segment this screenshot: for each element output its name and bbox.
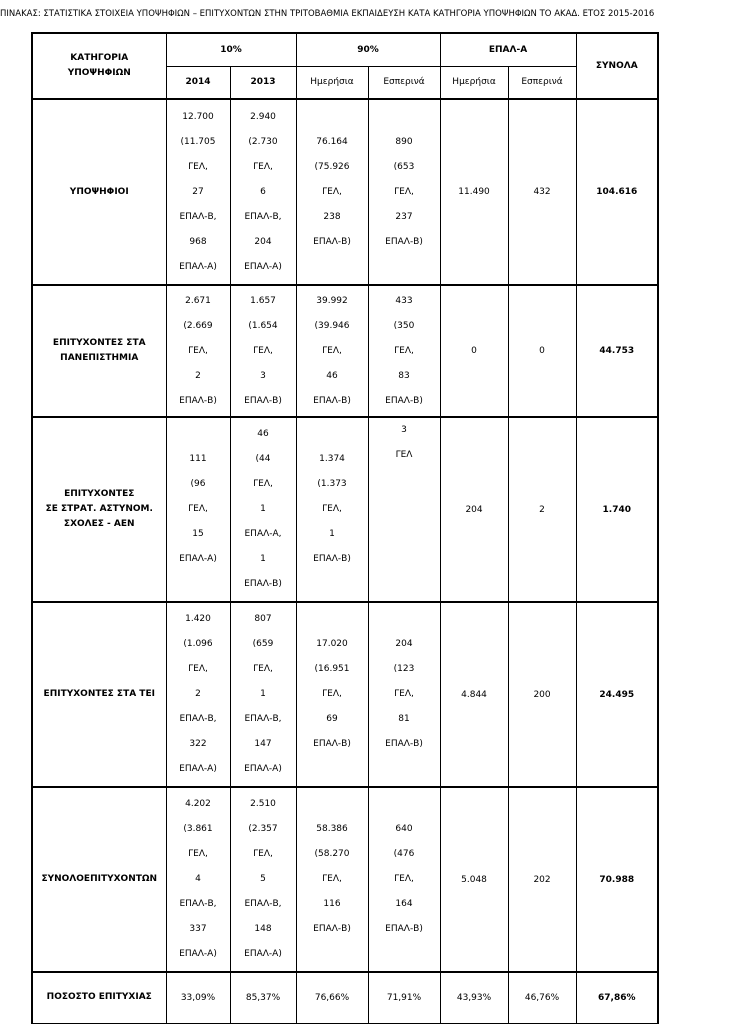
cell-line: ΕΠΑΛ-Β, (244, 899, 282, 909)
cell-line: (476 (393, 849, 415, 859)
table-row (32, 602, 658, 787)
header-day-90: Ημερήσια (296, 66, 368, 99)
cell-day-epal: 4.844 (440, 602, 508, 787)
cell-line: 83 (398, 370, 410, 381)
row-category-line: ΥΠΟΨΗΦΙΟΙ (69, 186, 129, 197)
cell-total: 1.740 (576, 417, 658, 602)
cell-line: 204 (254, 236, 272, 247)
row-category-line: ΣΧΟΛΕΣ - ΑΕΝ (63, 519, 135, 529)
cell-2013 (230, 99, 296, 285)
cell-line: 3 (401, 425, 407, 435)
cell-line: (1.096 (183, 639, 213, 649)
cell-line: ΓΕΛ, (188, 664, 208, 674)
cell-line: 6 (260, 186, 266, 197)
cell-line: ΓΕΛ, (322, 345, 342, 356)
cell-line: 58.386 (316, 824, 348, 834)
cell-night-epal: 0 (508, 285, 576, 417)
rate-night-90: 71,91% (368, 972, 440, 1023)
cell-line: 1 (260, 504, 266, 514)
row-category-line: ΣΕ ΣΤΡΑΤ. ΑΣΤΥΝΟΜ. (45, 504, 153, 514)
cell-line: ΕΠΑΛ-Α) (179, 764, 217, 774)
cell-line: 164 (395, 899, 413, 909)
rate-night-epal: 46,76% (508, 972, 576, 1023)
row-category-line: ΕΠΙΤΥΧΟΝΤΕΣ ΣΤΑ ΤΕΙ (43, 689, 155, 699)
rate-day-90: 76,66% (296, 972, 368, 1023)
cell-line: ΓΕΛ, (188, 504, 208, 514)
cell-line: 807 (254, 614, 272, 624)
cell-line: 27 (192, 186, 204, 197)
cell-2014 (166, 417, 230, 602)
cell-line: 15 (192, 529, 204, 539)
cell-line: 204 (395, 639, 413, 649)
cell-line: ΓΕΛ, (394, 345, 414, 356)
cell-line: 640 (395, 824, 413, 834)
cell-line: (39.946 (314, 320, 350, 331)
cell-line: ΓΕΛ, (253, 345, 273, 356)
cell-total: 104.616 (576, 99, 658, 285)
cell-day-epal: 5.048 (440, 787, 508, 972)
cell-line: 2 (195, 370, 201, 381)
table-row (32, 417, 658, 602)
cell-line: ΓΕΛ, (253, 664, 273, 674)
cell-line: 890 (395, 136, 413, 147)
cell-line: 2.940 (250, 111, 276, 122)
cell-line: ΕΠΑΛ-Β, (179, 899, 217, 909)
cell-line: 968 (189, 236, 207, 247)
cell-day-90 (296, 99, 368, 285)
cell-day-epal: 204 (440, 417, 508, 602)
cell-line: ΕΠΑΛ-Β) (385, 739, 423, 749)
row-category (32, 417, 166, 602)
cell-line: 46 (257, 429, 269, 439)
cell-line: 76.164 (316, 136, 348, 147)
cell-total: 70.988 (576, 787, 658, 972)
header-day-epal: Ημερήσια (440, 66, 508, 99)
cell-line: 2.510 (250, 799, 276, 809)
cell-line: ΓΕΛ, (188, 849, 208, 859)
cell-total: 44.753 (576, 285, 658, 417)
cell-line: 116 (323, 899, 341, 909)
cell-night-90 (368, 417, 440, 602)
cell-line: ΓΕΛ, (322, 874, 342, 884)
success-rate-row (32, 972, 658, 1023)
cell-line: 2.671 (185, 295, 211, 306)
header-group-90: 90% (296, 33, 440, 66)
cell-line: ΕΠΑΛ-Α) (244, 949, 282, 959)
cell-line: 337 (189, 924, 207, 934)
cell-line: (659 (252, 639, 274, 649)
cell-line: 4.202 (185, 799, 211, 809)
cell-line: ΕΠΑΛ-Β) (244, 579, 282, 589)
cell-line: 81 (398, 714, 410, 724)
header-category: ΚΑΤΗΓΟΡΙΑ ΥΠΟΨΗΦΙΩΝ (32, 33, 166, 99)
cell-line: ΓΕΛ, (322, 504, 342, 514)
cell-line: 17.020 (316, 639, 348, 649)
row-category (32, 99, 166, 285)
cell-line: ΕΠΑΛ-Α) (244, 261, 282, 272)
cell-line: 148 (254, 924, 272, 934)
row-category (32, 602, 166, 787)
cell-line: 12.700 (182, 111, 214, 122)
cell-line: ΓΕΛ, (188, 345, 208, 356)
cell-line: 46 (326, 370, 338, 381)
cell-line: ΕΠΑΛ-Β, (179, 211, 217, 222)
header-group-epal: ΕΠΑΛ-Α (440, 33, 576, 66)
cell-line: 237 (395, 211, 413, 222)
cell-line: 1 (260, 689, 266, 699)
cell-line: ΓΕΛ, (188, 161, 208, 172)
cell-line: ΓΕΛ, (394, 689, 414, 699)
table-row (32, 285, 658, 417)
header-row-groups (32, 33, 658, 66)
cell-line: (11.705 (180, 136, 216, 147)
cell-line: 1.374 (319, 454, 345, 464)
cell-line: (350 (393, 320, 415, 331)
cell-line: (58.270 (314, 849, 350, 859)
cell-day-epal: 11.490 (440, 99, 508, 285)
header-night-epal: Εσπερινά (508, 66, 576, 99)
cell-line: (2.357 (248, 824, 278, 834)
cell-line: ΕΠΑΛ-Β) (313, 739, 351, 749)
cell-line: (123 (393, 664, 415, 674)
header-group-10: 10% (166, 33, 296, 66)
cell-night-90 (368, 787, 440, 972)
cell-line: ΕΠΑΛ-Α, (244, 529, 282, 539)
cell-line: ΕΠΑΛ-Α) (244, 764, 282, 774)
cell-line: ΕΠΑΛ-Β) (313, 554, 351, 564)
cell-2013 (230, 417, 296, 602)
cell-night-90 (368, 99, 440, 285)
cell-line: 69 (326, 714, 338, 724)
header-totals: ΣΥΝΟΛΑ (576, 33, 658, 99)
cell-line: ΕΠΑΛ-Β, (244, 714, 282, 724)
cell-line: ΕΠΑΛ-Β) (385, 236, 423, 247)
cell-2014 (166, 787, 230, 972)
rate-day-epal: 43,93% (440, 972, 508, 1023)
cell-line: ΕΠΑΛ-Α) (179, 949, 217, 959)
cell-line: (1.373 (317, 479, 347, 489)
cell-line: ΕΠΑΛ-Β) (179, 395, 217, 406)
row-category (32, 285, 166, 417)
cell-line: ΕΠΑΛ-Β) (385, 924, 423, 934)
row-category-line: ΕΠΙΤΥΧΟΝΤΕΣ ΣΤΑ (52, 338, 146, 348)
cell-line: (2.730 (248, 136, 278, 147)
cell-line: ΕΠΑΛ-Β) (313, 236, 351, 247)
cell-2013 (230, 285, 296, 417)
rate-2013: 85,37% (230, 972, 296, 1023)
cell-line: (653 (393, 161, 415, 172)
cell-total: 24.495 (576, 602, 658, 787)
cell-line: 111 (189, 454, 207, 464)
table-caption: ΠΙΝΑΚΑΣ: ΣΤΑΤΙΣΤΙΚΑ ΣΤΟΙΧΕΙΑ ΥΠΟΨΗΦΙΩΝ – ΕΠΙΤΥΧΟΝΤΩΝ ΣΤΗΝ ΤΡΙΤΟΒΑΘΜΙΑ ΕΚΠΑΙΔΕΥΣΗ ΚΑΤΑ ΚΑΤΗΓΟΡΙΑ ΥΠΟΨΗΦΙΩΝ ΤΟ ΑΚΑΔ. ΕΤΟΣ 2015-2016 (0, 9, 655, 19)
cell-line: 4 (195, 874, 201, 884)
cell-line: (3.861 (183, 824, 213, 834)
cell-line: 2 (195, 689, 201, 699)
cell-line: ΓΕΛ, (253, 161, 273, 172)
cell-line: ΕΠΑΛ-Α) (179, 554, 217, 564)
cell-2013 (230, 787, 296, 972)
table-row (32, 99, 658, 285)
row-category-line: ΣΥΝΟΛΟΕΠΙΤΥΧΟΝΤΩΝ (41, 874, 158, 884)
cell-line: 1 (329, 529, 335, 539)
cell-line: 1.657 (250, 295, 276, 306)
cell-line: (2.669 (183, 320, 213, 331)
cell-night-epal: 202 (508, 787, 576, 972)
cell-line: (75.926 (314, 161, 350, 172)
header-night-90: Εσπερινά (368, 66, 440, 99)
cell-line: ΕΠΑΛ-Α) (179, 261, 217, 272)
cell-line: 238 (323, 211, 341, 222)
cell-line: (1.654 (248, 320, 278, 331)
cell-line: 322 (189, 739, 207, 749)
cell-line: ΓΕΛ (395, 450, 413, 460)
cell-line: ΓΕΛ, (394, 874, 414, 884)
rate-total: 67,86% (576, 972, 658, 1023)
row-category (32, 787, 166, 972)
cell-line: ΕΠΑΛ-Β, (244, 211, 282, 222)
cell-night-epal: 432 (508, 99, 576, 285)
cell-line: ΕΠΑΛ-Β) (244, 395, 282, 406)
cell-night-epal: 2 (508, 417, 576, 602)
cell-line: 147 (254, 739, 272, 749)
rate-category: ΠΟΣΟΣΤΟ ΕΠΙΤΥΧΙΑΣ (32, 972, 166, 1023)
cell-line: 1 (260, 554, 266, 564)
cell-line: ΓΕΛ, (394, 186, 414, 197)
cell-2014 (166, 285, 230, 417)
cell-line: ΓΕΛ, (322, 689, 342, 699)
cell-line: (16.951 (314, 664, 350, 674)
cell-day-90 (296, 787, 368, 972)
table-row (32, 787, 658, 972)
cell-night-epal: 200 (508, 602, 576, 787)
cell-day-90 (296, 417, 368, 602)
cell-line: ΓΕΛ, (253, 849, 273, 859)
header-2014: 2014 (166, 66, 230, 99)
cell-day-90 (296, 285, 368, 417)
row-category-line: ΕΠΙΤΥΧΟΝΤΕΣ (64, 489, 135, 499)
cell-2013 (230, 602, 296, 787)
rate-2014: 33,09% (166, 972, 230, 1023)
cell-line: (44 (255, 454, 271, 464)
cell-line: (96 (190, 479, 206, 489)
cell-line: ΕΠΑΛ-Β) (313, 924, 351, 934)
cell-night-90 (368, 602, 440, 787)
cell-line: 1.420 (185, 614, 211, 624)
cell-line: 3 (260, 370, 266, 381)
cell-line: ΕΠΑΛ-Β) (385, 395, 423, 406)
cell-day-90 (296, 602, 368, 787)
cell-2014 (166, 602, 230, 787)
cell-line: ΕΠΑΛ-Β, (179, 714, 217, 724)
cell-line: ΓΕΛ, (322, 186, 342, 197)
cell-line: ΓΕΛ, (253, 479, 273, 489)
cell-line: 433 (395, 295, 413, 306)
cell-night-90 (368, 285, 440, 417)
cell-line: 5 (260, 874, 266, 884)
cell-day-epal: 0 (440, 285, 508, 417)
cell-line: ΕΠΑΛ-Β) (313, 395, 351, 406)
header-2013: 2013 (230, 66, 296, 99)
statistics-table (31, 32, 659, 1024)
cell-2014 (166, 99, 230, 285)
cell-line: 39.992 (316, 295, 348, 306)
row-category-line: ΠΑΝΕΠΙΣΤΗΜΙΑ (60, 353, 139, 363)
